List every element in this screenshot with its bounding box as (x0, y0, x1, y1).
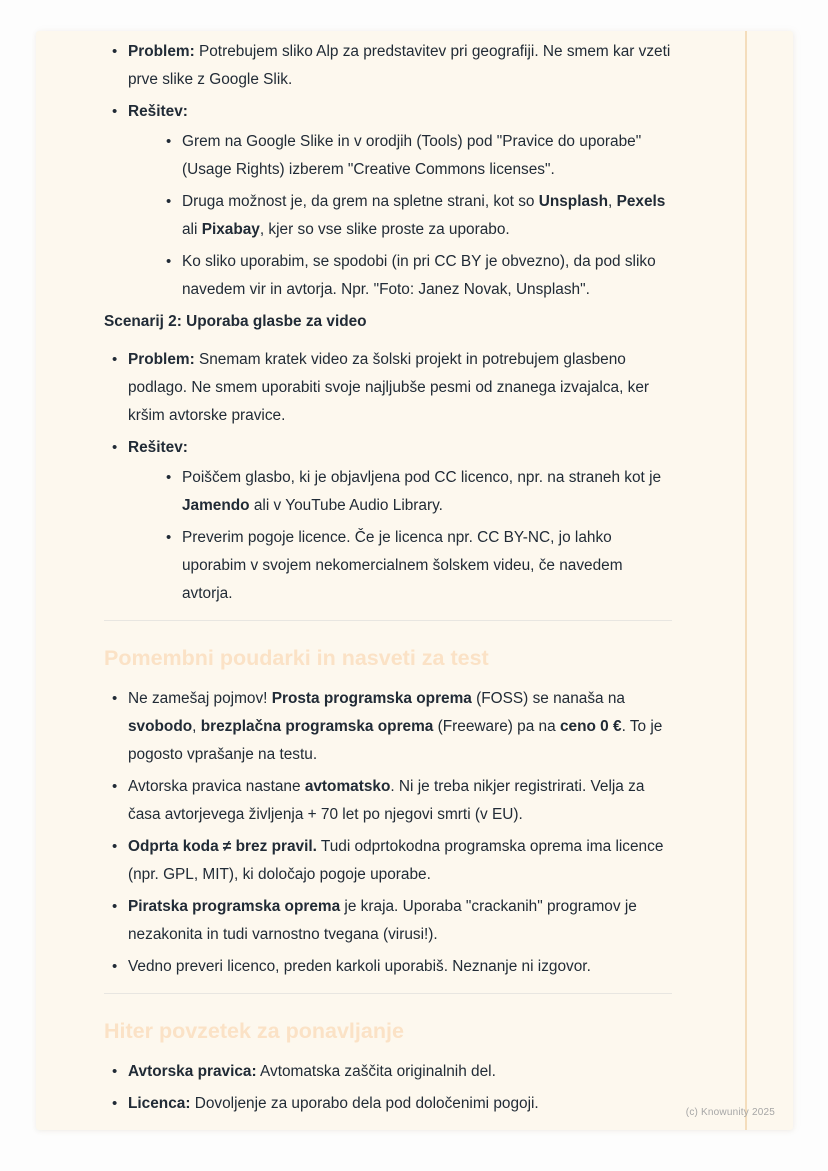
list-item-text (128, 690, 662, 763)
list-item (104, 893, 672, 949)
list-item-text (128, 351, 649, 424)
list-item (158, 128, 672, 184)
document-content (104, 38, 672, 1122)
section-divider (104, 620, 672, 621)
bullet-icon: • (112, 439, 118, 456)
text-run: Potrebujem sliko Alp za predstavitev pri geografiji. Ne smem kar vzeti prve slike z Google Slik. (128, 43, 671, 88)
bold-text-run: Prosta programska oprema (271, 690, 472, 707)
bullet-icon: • (166, 529, 172, 546)
section-heading: Hiter povzetek za ponavljanje (104, 1019, 404, 1043)
bold-text-run: Rešitev: (128, 439, 188, 456)
list-item-text (128, 103, 188, 120)
text-run: Vedno preveri licenco, preden karkoli uporabiš. Neznanje ni izgovor. (128, 958, 591, 975)
list-item (158, 248, 672, 304)
text-run: Avtomatska zaščita originalnih del. (256, 1063, 496, 1080)
text-run: ali (182, 221, 202, 238)
list-item-text (182, 133, 641, 178)
bullet-icon: • (166, 193, 172, 210)
bold-text-run: avtomatsko (304, 778, 391, 795)
section-divider (104, 993, 672, 994)
bold-text-run: Licenca: (128, 1095, 191, 1112)
list-item-text (128, 958, 591, 975)
list-item-text (128, 838, 663, 883)
bullet-icon: • (166, 469, 172, 486)
bullet-icon: • (112, 690, 118, 707)
bold-text-run: Problem: (128, 351, 195, 368)
bold-text-run: Problem: (128, 43, 195, 60)
text-run: . Ni je treba nikjer registrirati. Velja za časa avtorjevega življenja + 70 let po njegovi smrti (v EU). (128, 778, 645, 823)
text-run: Druga možnost je, da grem na spletne strani, kot so (182, 193, 539, 210)
bullet-list-level-1 (104, 1058, 672, 1118)
bold-text-run: Unsplash (538, 193, 609, 210)
bullet-list-level-1 (104, 346, 672, 608)
list-item (158, 464, 672, 520)
list-item-text (128, 43, 670, 88)
list-item (104, 98, 672, 304)
bold-text-run: ceno 0 € (559, 718, 622, 735)
bold-text-run: Jamendo (182, 497, 250, 514)
list-item (104, 833, 672, 889)
list-item-text (182, 193, 665, 238)
text-run: Ne zamešaj pojmov! (128, 690, 272, 707)
text-run: , (608, 193, 617, 210)
text-run: , kjer so vse slike proste za uporabo. (259, 221, 510, 238)
bold-text-run: Avtorska pravica: (128, 1063, 257, 1080)
list-item-text (128, 439, 188, 456)
bold-text-run: Pixabay (201, 221, 260, 238)
bold-text-run: Rešitev: (128, 103, 188, 120)
page-margin-line (745, 31, 747, 1130)
text-run: Avtorska pravica nastane (128, 778, 305, 795)
list-item-text (128, 898, 637, 943)
list-item-text (182, 469, 661, 514)
document-page (36, 31, 793, 1130)
list-item (104, 1090, 672, 1118)
text-run: Tudi odprtokodna programska oprema ima licence (npr. GPL, MIT), ki določajo pogoje uporabe. (128, 838, 664, 883)
bullet-icon: • (112, 778, 118, 795)
list-item-text (128, 778, 644, 823)
bold-text-run: Pexels (616, 193, 666, 210)
list-item (104, 953, 672, 981)
text-run: , (192, 718, 201, 735)
text-run: Snemam kratek video za šolski projekt in potrebujem glasbeno podlago. Ne smem uporabiti svoje najljubše pesmi od znanega izvajalca, ker kršim avtorske pravice. (128, 351, 650, 424)
scenario-subheading: Scenarij 2: Uporaba glasbe za video (104, 313, 367, 330)
bullet-icon: • (112, 103, 118, 120)
bullet-icon: • (112, 838, 118, 855)
text-run: je kraja. Uporaba "crackanih" programov je nezakonita in tudi varnostno tvegana (virusi!). (128, 898, 637, 943)
bullet-list-level-2 (158, 128, 672, 304)
bullet-icon: • (112, 351, 118, 368)
bold-text-run: Odprta koda ≠ brez pravil. (128, 838, 317, 855)
bold-text-run: Piratska programska oprema (128, 898, 341, 915)
list-item (104, 434, 672, 608)
text-run: Grem na Google Slike in v orodjih (Tools) pod "Pravice do uporabe" (Usage Rights) izberem "Creative Commons licenses". (182, 133, 642, 178)
text-run: ali v YouTube Audio Library. (249, 497, 443, 514)
text-run: (Freeware) pa na (433, 718, 560, 735)
text-run: (FOSS) se nanaša na (471, 690, 625, 707)
text-run: . To je pogosto vprašanje na testu. (128, 718, 663, 763)
bullet-icon: • (166, 133, 172, 150)
bullet-icon: • (166, 253, 172, 270)
bullet-list-level-2 (158, 464, 672, 608)
bullet-icon: • (112, 958, 118, 975)
bullet-list-level-1 (104, 685, 672, 981)
copyright-watermark: (c) Knowunity 2025 (685, 1107, 775, 1118)
bullet-list-level-1 (104, 38, 672, 304)
list-item (104, 346, 672, 430)
bullet-icon: • (112, 898, 118, 915)
bullet-icon: • (112, 1095, 118, 1112)
list-item (104, 773, 672, 829)
text-run: Poiščem glasbo, ki je objavljena pod CC licenco, npr. na straneh kot je (182, 469, 662, 486)
list-item (104, 38, 672, 94)
list-item-text (128, 1063, 496, 1080)
list-item-text (182, 253, 656, 298)
bold-text-run: svobodo (128, 718, 193, 735)
list-item (158, 524, 672, 608)
text-run: Ko sliko uporabim, se spodobi (in pri CC BY je obvezno), da pod sliko navedem vir in avtorja. Npr. "Foto: Janez Novak, Unsplash". (182, 253, 656, 298)
bullet-icon: • (112, 1063, 118, 1080)
bullet-icon: • (112, 43, 118, 60)
list-item (158, 188, 672, 244)
text-run: Dovoljenje za uporabo dela pod določenimi pogoji. (190, 1095, 539, 1112)
bold-text-run: brezplačna programska oprema (200, 718, 434, 735)
text-run: Preverim pogoje licence. Če je licenca npr. CC BY-NC, jo lahko uporabim v svojem nekomercialnem šolskem videu, če navedem avtorja. (182, 529, 623, 602)
list-item-text (128, 1095, 539, 1112)
list-item (104, 685, 672, 769)
list-item-text (182, 529, 623, 602)
list-item (104, 1058, 672, 1086)
section-heading: Pomembni poudarki in nasveti za test (104, 646, 489, 670)
